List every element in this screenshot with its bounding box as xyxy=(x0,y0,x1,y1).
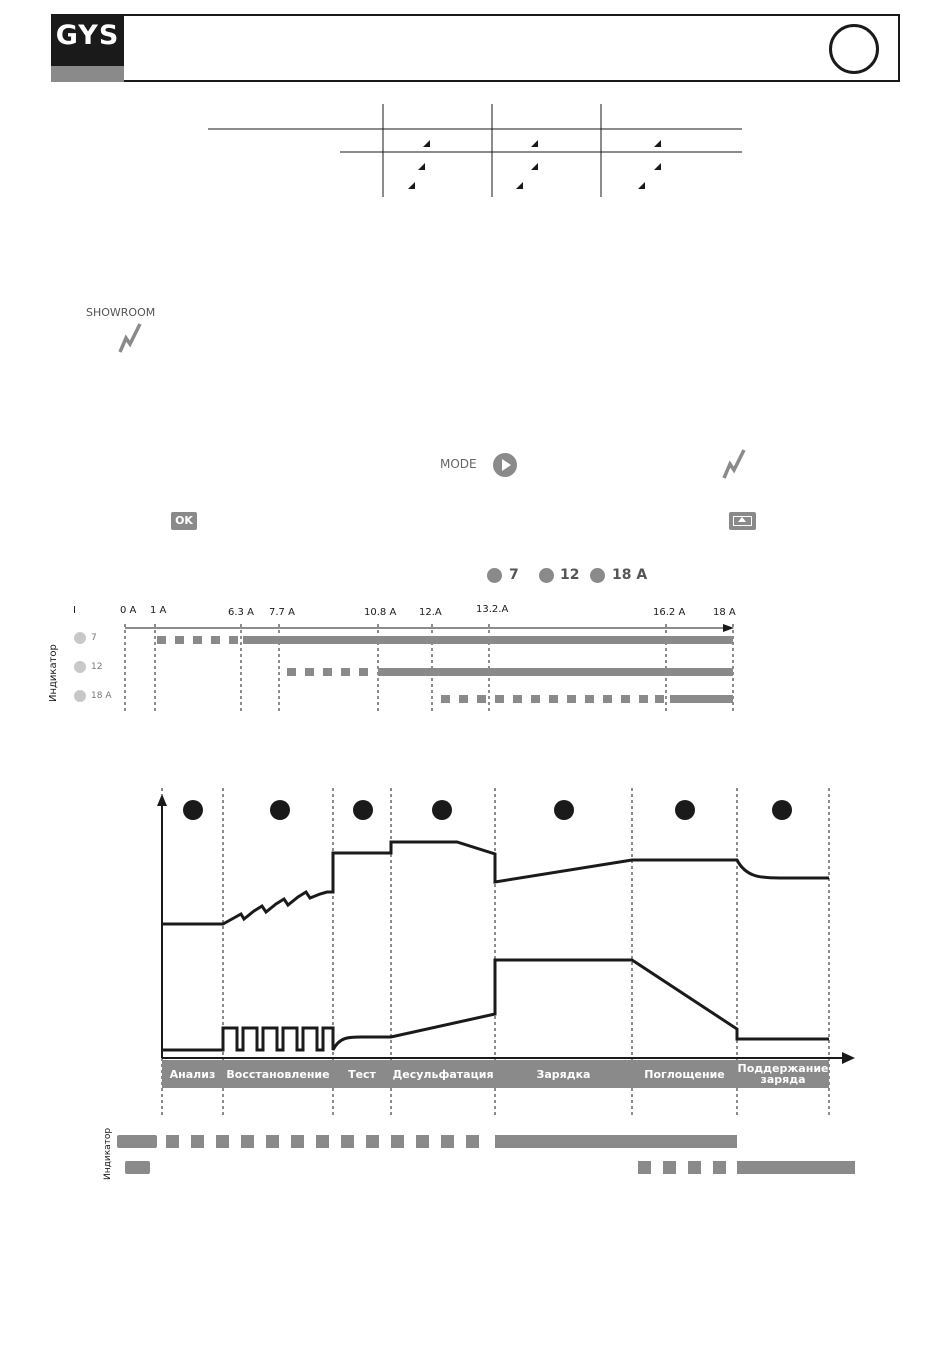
indicator-bar-blink xyxy=(266,1135,279,1148)
mode-label: MODE xyxy=(440,457,477,471)
current-scale-chart xyxy=(0,600,950,720)
phase-marker-dot xyxy=(675,800,695,820)
bar-blink-12 xyxy=(359,668,368,676)
indicator-bar-steady xyxy=(117,1135,157,1148)
mode-icon xyxy=(516,182,523,189)
indicator-bar-blink xyxy=(441,1135,454,1148)
bar-steady-12 xyxy=(378,668,733,676)
bar-blink-18 xyxy=(655,695,664,703)
voltage-curve xyxy=(162,842,829,924)
bar-blink-12 xyxy=(341,668,350,676)
tick-label: 7.7 A xyxy=(269,607,295,618)
bar-blink-18 xyxy=(441,695,450,703)
indicator-bar-blink xyxy=(366,1135,379,1148)
legend-dot-7 xyxy=(487,568,502,583)
phase-marker-dot xyxy=(270,800,290,820)
mode-button[interactable] xyxy=(493,453,517,477)
indicator-bar-blink xyxy=(191,1135,204,1148)
showroom-label: SHOWROOM xyxy=(86,306,156,319)
bar-blink-18 xyxy=(585,695,594,703)
phase-label: Десульфатация xyxy=(392,1067,494,1081)
indicator-bar-blink xyxy=(466,1135,479,1148)
indicator-axis-label: Индикатор xyxy=(48,644,59,702)
row-label: 7 xyxy=(91,633,97,643)
phase-label: Поддержание заряда xyxy=(737,1062,829,1086)
bar-blink-18 xyxy=(639,695,648,703)
cycle-indicator-bars xyxy=(0,1128,950,1180)
indicator-bar-steady xyxy=(495,1135,737,1148)
bar-blink-18 xyxy=(603,695,612,703)
mode-icon xyxy=(654,140,661,147)
ok-indicator: OK xyxy=(171,512,197,530)
battery-up-icon xyxy=(729,512,756,530)
bar-blink-7 xyxy=(157,636,166,644)
mode-table xyxy=(0,0,950,220)
phase-marker-dot xyxy=(554,800,574,820)
mode-icon xyxy=(531,163,538,170)
bar-steady-7 xyxy=(243,636,733,644)
y-axis-arrow-icon xyxy=(157,794,167,806)
mode-icon xyxy=(408,182,415,189)
bar-blink-18 xyxy=(477,695,486,703)
legend-dot-12 xyxy=(539,568,554,583)
bar-blink-12 xyxy=(305,668,314,676)
indicator-bar-blink xyxy=(216,1135,229,1148)
bar-blink-7 xyxy=(229,636,238,644)
tick-label: 10.8 A xyxy=(364,607,397,618)
phase-label: Поглощение xyxy=(644,1067,725,1081)
tick-label: 12.A xyxy=(419,607,442,618)
bar-blink-18 xyxy=(531,695,540,703)
row-label: 12 xyxy=(91,662,103,672)
bar-blink-7 xyxy=(211,636,220,644)
bar-blink-18 xyxy=(513,695,522,703)
indicator-bar-blink xyxy=(341,1135,354,1148)
phase-label: Восстановление xyxy=(226,1067,330,1081)
bar-blink-18 xyxy=(567,695,576,703)
mode-icon xyxy=(531,140,538,147)
indicator-bar-blink xyxy=(391,1135,404,1148)
phase-marker-dot xyxy=(772,800,792,820)
phase-marker-dot xyxy=(353,800,373,820)
indicator-bar-blink xyxy=(166,1135,179,1148)
phase-marker-dot xyxy=(432,800,452,820)
legend-dot-18 xyxy=(590,568,605,583)
indicator-bar-blink xyxy=(688,1161,701,1174)
x-axis-arrow-icon xyxy=(842,1052,855,1064)
mode-icon xyxy=(418,163,425,170)
up-arrow-icon xyxy=(738,517,746,522)
phase-label: Тест xyxy=(348,1067,376,1081)
bar-blink-18 xyxy=(495,695,504,703)
tick-label: 13.2.A xyxy=(476,604,509,615)
tick-label: 0 A xyxy=(120,605,137,616)
legend-label-18: 18 A xyxy=(612,567,648,583)
bar-steady-18 xyxy=(670,695,733,703)
row-label: 18 A xyxy=(91,691,112,701)
indicator-bar-blink xyxy=(638,1161,651,1174)
indicator-bar-blink xyxy=(416,1135,429,1148)
axis-arrow-icon xyxy=(723,624,734,632)
mode-icon xyxy=(638,182,645,189)
phase-label: Анализ xyxy=(169,1067,216,1081)
indicator-bar-blink xyxy=(663,1161,676,1174)
current-axis-label: I xyxy=(73,605,76,616)
phase-marker-dot xyxy=(183,800,203,820)
bar-blink-18 xyxy=(549,695,558,703)
bar-blink-12 xyxy=(287,668,296,676)
indicator-bar-blink xyxy=(241,1135,254,1148)
logo-text: GYS xyxy=(55,20,120,51)
indicator-bar-blink xyxy=(291,1135,304,1148)
tick-label: 1 A xyxy=(150,605,167,616)
bar-blink-18 xyxy=(459,695,468,703)
indicator-bar-blink xyxy=(713,1161,726,1174)
tick-label: 18 A xyxy=(713,607,736,618)
legend-label-7: 7 xyxy=(509,567,519,583)
mode-icon xyxy=(654,163,661,170)
indicator-bar-steady xyxy=(125,1161,150,1174)
phase-label: Зарядка xyxy=(536,1067,591,1081)
tick-label: 16.2 A xyxy=(653,607,686,618)
lightning-icon xyxy=(118,322,144,354)
bar-blink-7 xyxy=(175,636,184,644)
legend-label-12: 12 xyxy=(560,567,580,583)
lightning-icon xyxy=(722,448,748,480)
indicator-axis-label: Индикатор xyxy=(103,1127,113,1180)
bar-blink-18 xyxy=(621,695,630,703)
mode-icon xyxy=(423,140,430,147)
bar-blink-7 xyxy=(193,636,202,644)
indicator-bar-blink xyxy=(316,1135,329,1148)
bar-blink-12 xyxy=(323,668,332,676)
tick-label: 6.3 A xyxy=(228,607,254,618)
play-icon xyxy=(502,459,511,471)
indicator-bar-steady xyxy=(737,1161,855,1174)
